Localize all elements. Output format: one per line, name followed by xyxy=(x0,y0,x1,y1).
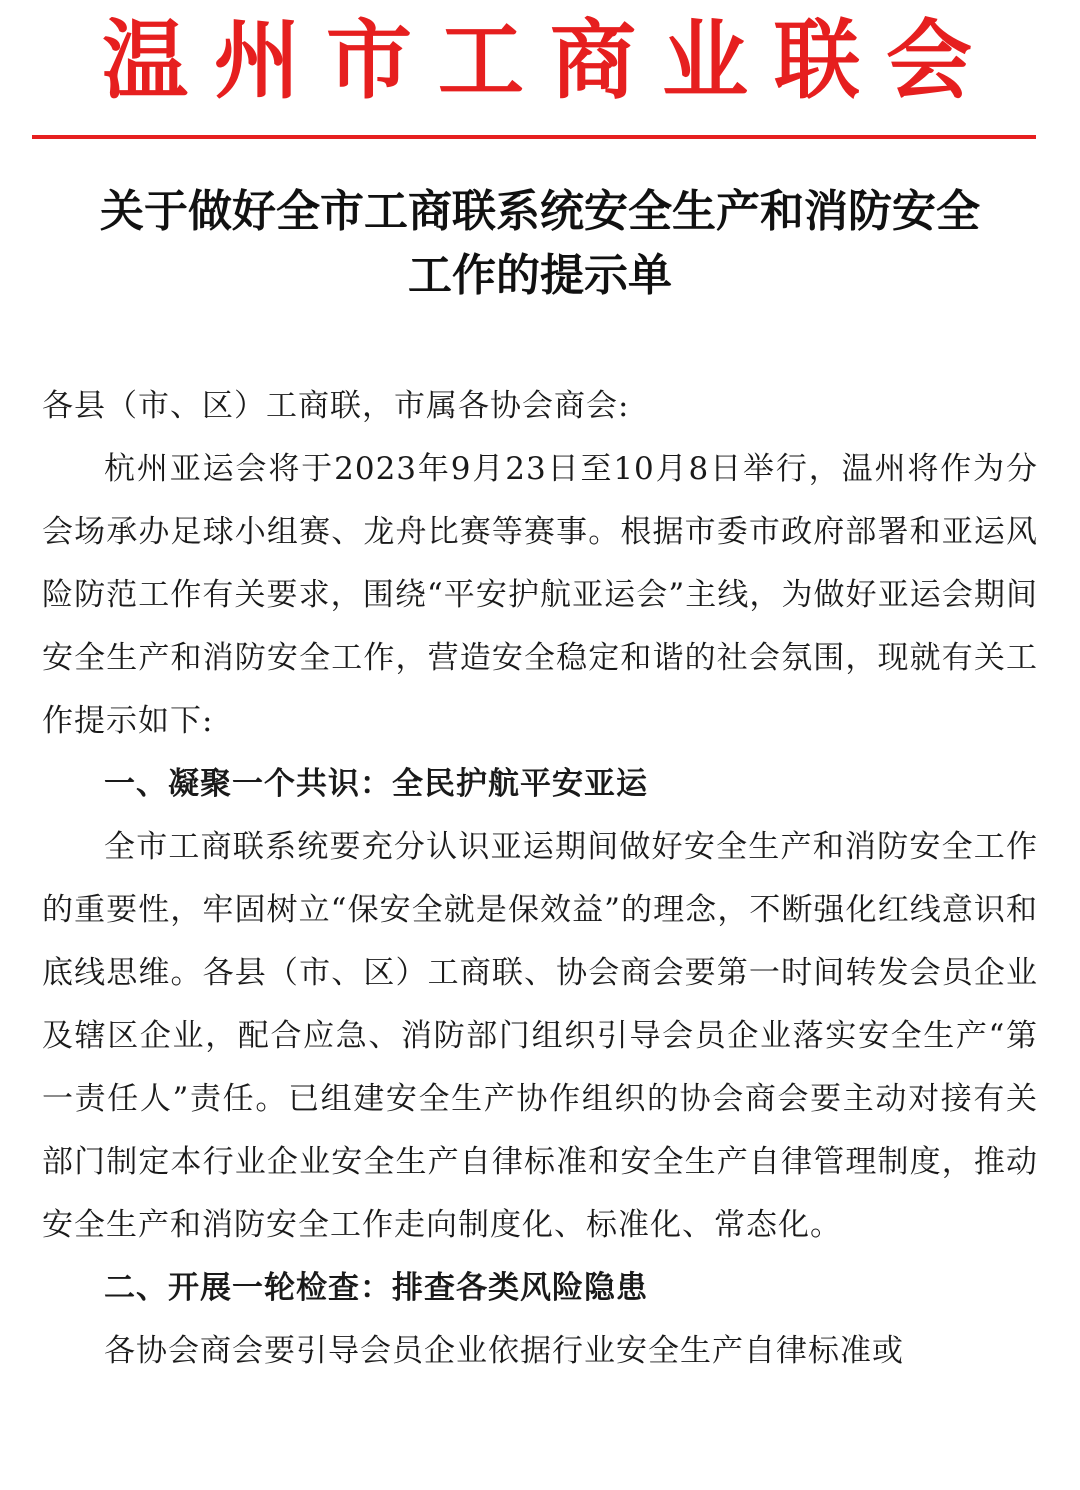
section-heading-1: 一、凝聚一个共识：全民护航平安亚运 xyxy=(104,766,648,802)
section-heading-2: 二、开展一轮检查：排查各类风险隐患 xyxy=(104,1270,648,1306)
document-title-line2: 工作的提示单 xyxy=(408,250,672,301)
paragraph-section-2: 各协会商会要引导会员企业依据行业安全生产自律标准或 xyxy=(104,1333,904,1369)
document-body xyxy=(42,375,1038,1383)
document-title-line1: 关于做好全市工商联系统安全生产和消防安全 xyxy=(100,186,980,237)
masthead-red-rule xyxy=(32,135,1036,139)
paragraph-intro: 杭州亚运会将于2023年9月23日至10月8日举行，温州将作为分会场承办足球小组赛、龙舟比赛等赛事。根据市委市政府部署和亚运风险防范工作有关要求，围绕“平安护航亚运会”主线，为做好亚运会期间安全生产和消防安全工作，营造安全稳定和谐的社会氛围，现就有关工作提示如下: xyxy=(42,451,1038,739)
document-title xyxy=(30,180,1050,308)
paragraph-section-1: 全市工商联系统要充分认识亚运期间做好安全生产和消防安全工作的重要性，牢固树立“保安全就是保效益”的理念，不断强化红线意识和底线思维。各县（市、区）工商联、协会商会要第一时间转发会员企业及辖区企业，配合应急、消防部门组织引导会员企业落实安全生产“第一责任人”责任。已组建安全生产协作组织的协会商会要主动对接有关部门制定本行业企业安全生产自律标准和安全生产自律管理制度，推动安全生产和消防安全工作走向制度化、标准化、常态化。 xyxy=(42,829,1038,1243)
salutation: 各县（市、区）工商联，市属各协会商会: xyxy=(42,388,630,424)
masthead-org-name: 温州市工商业联会 xyxy=(102,10,998,111)
